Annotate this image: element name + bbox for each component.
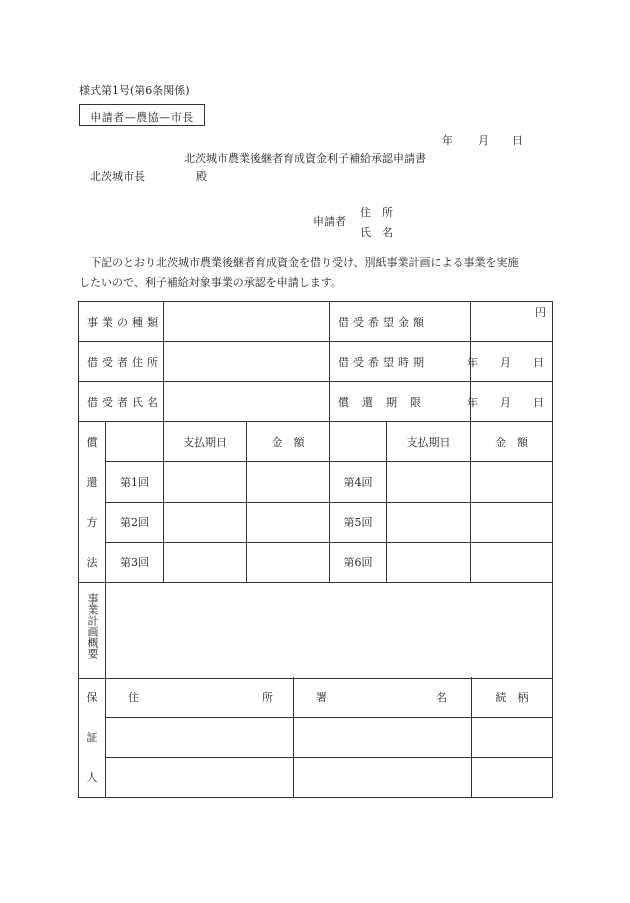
installment-6-amount[interactable] (471, 542, 553, 582)
payment-date-header-right: 支払期日 (387, 422, 471, 462)
plan-summary-field[interactable] (106, 583, 553, 679)
installment-5-date[interactable] (387, 502, 471, 542)
desired-period-field[interactable] (467, 342, 553, 382)
repayment-method-label (79, 422, 106, 583)
installment-3: 第3回 (106, 542, 164, 582)
name-label: 氏 名 (360, 226, 393, 239)
g-address-header (106, 677, 294, 717)
guarantor-table (78, 677, 553, 798)
g-char-2: 証 (86, 731, 98, 744)
rm-char-2: 還 (86, 476, 98, 489)
g1-address-field[interactable] (106, 717, 294, 757)
installment-4-amount[interactable] (471, 462, 553, 502)
g-signature-header (294, 677, 472, 717)
g-char-1: 保 (86, 691, 98, 704)
installment-2-amount[interactable] (247, 502, 330, 542)
addressee: 北茨城市長 (90, 170, 145, 183)
date-day: 日 (512, 134, 523, 147)
rm-char-4: 法 (86, 556, 98, 569)
body-line-2: したいので、利子補給対象事業の承認を申請します。 (79, 276, 342, 289)
header-blank-right (330, 422, 387, 462)
application-table (78, 301, 553, 679)
repayment-month: 月 (500, 395, 511, 409)
installment-4-date[interactable] (387, 462, 471, 502)
installment-5: 第5回 (330, 502, 387, 542)
address-label: 住 所 (360, 206, 393, 219)
g-char-3: 人 (86, 771, 98, 784)
date-year: 年 (442, 134, 453, 147)
amount-header-left: 金 額 (247, 422, 330, 462)
rm-char-3: 方 (86, 516, 98, 529)
rm-char-1: 償 (86, 436, 98, 449)
g2-relation-field[interactable] (472, 757, 553, 797)
business-type-label: 事業の種類 (79, 302, 164, 342)
repayment-year: 年 (467, 395, 478, 409)
g-signature-1: 署 (316, 690, 327, 704)
date-month: 月 (478, 134, 489, 147)
period-year: 年 (467, 355, 478, 369)
g-signature-2: 名 (436, 690, 447, 704)
g-relation-header: 続 柄 (472, 677, 553, 717)
honorific: 殿 (196, 170, 207, 183)
header-blank-left (106, 422, 164, 462)
business-type-field[interactable] (164, 302, 330, 342)
g1-relation-field[interactable] (472, 717, 553, 757)
borrower-address-label: 借受者住所 (79, 342, 164, 382)
installment-1-date[interactable] (164, 462, 247, 502)
repayment-day: 日 (533, 395, 544, 409)
period-month: 月 (500, 355, 511, 369)
g1-signature-field[interactable] (294, 717, 472, 757)
installment-2-date[interactable] (164, 502, 247, 542)
period-day: 日 (533, 355, 544, 369)
borrower-address-field[interactable] (164, 342, 330, 382)
installment-6: 第6回 (330, 542, 387, 582)
applicant-label: 申請者 (313, 215, 346, 228)
applicant-route: 申請者—農協—市長 (90, 111, 194, 124)
form-number: 様式第1号(第6条関係) (79, 84, 190, 97)
document-title: 北茨城市農業後継者育成資金利子補給承認申請書 (184, 152, 426, 165)
yen-unit: 円 (535, 306, 546, 319)
borrower-name-label: 借受者氏名 (79, 382, 164, 422)
installment-5-amount[interactable] (471, 502, 553, 542)
installment-3-amount[interactable] (247, 542, 330, 582)
desired-amount-label: 借受希望金額 (330, 302, 471, 342)
installment-1-amount[interactable] (247, 462, 330, 502)
plan-summary-label (79, 583, 106, 679)
installment-3-date[interactable] (164, 542, 247, 582)
installment-1: 第1回 (106, 462, 164, 502)
guarantor-label (79, 677, 106, 798)
body-line-1: 下記のとおり北茨城市農業後継者育成資金を借り受け、別紙事業計画による事業を実施 (90, 256, 519, 269)
desired-amount-field[interactable] (471, 302, 553, 342)
g2-signature-field[interactable] (294, 757, 472, 797)
g-address-2: 所 (262, 690, 273, 704)
g2-address-field[interactable] (106, 757, 294, 797)
applicant-route-box (79, 104, 205, 126)
repayment-period-label: 償還期限 (330, 382, 471, 422)
payment-date-header-left: 支払期日 (164, 422, 247, 462)
repayment-period-field[interactable] (467, 382, 553, 422)
borrower-name-field[interactable] (164, 382, 330, 422)
installment-4: 第4回 (330, 462, 387, 502)
installment-6-date[interactable] (387, 542, 471, 582)
plan-summary-text: 事業計画概要 (86, 593, 99, 659)
installment-2: 第2回 (106, 502, 164, 542)
desired-period-label: 借受希望時期 (330, 342, 471, 382)
g-address-1: 住 (128, 690, 139, 704)
amount-header-right: 金 額 (471, 422, 553, 462)
